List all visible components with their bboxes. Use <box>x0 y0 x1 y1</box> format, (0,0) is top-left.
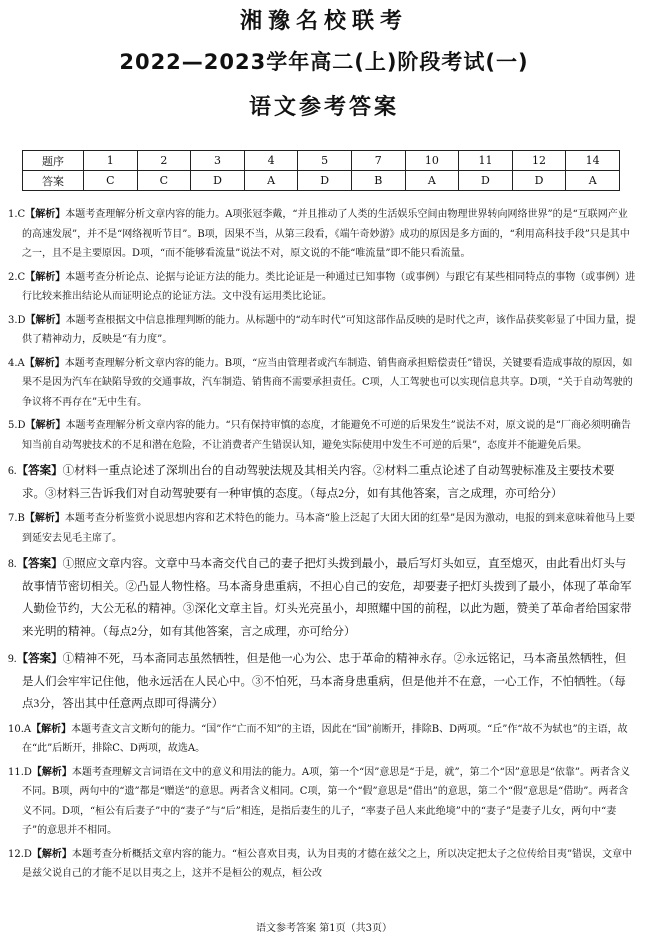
answer-explanations <box>8 205 636 888</box>
item-tag: 【解析】 <box>31 848 72 860</box>
answer-item-7 <box>8 509 636 548</box>
item-text: 本题考查分析论点、论据与论证方法的能力。类比论证是一种通过已知事物（或事例）与跟它有某些相同特点的事物（或事例）进行比较来推出结论从而证明论点的论证方法。文中没有运用类比论证。 <box>22 271 636 302</box>
answer-item-11 <box>8 763 636 841</box>
item-text: ①精神不死，马本斋同志虽然牺牲，但是他一心为公、忠于革命的精神永存。②永远铭记，马本斋虽然牺牲，但是人们会牢牢记住他，他永远活在人民心中。③不怕死，马本斋身患重病，但是他并不在意，一心工作，不怕牺牲。（每点3分，答出其中任意两点即可得满分） <box>22 653 627 710</box>
question-number: 14 <box>566 151 620 171</box>
exam-union-title: 湘豫名校联考 <box>239 9 408 34</box>
item-text: 本题考查分析鉴赏小说思想内容和艺术特色的能力。马本斋“脸上泛起了大团大团的红晕”是因为激动，电报的到来意味着他马上要到延安去见毛主席了。 <box>22 513 636 544</box>
item-tag: 【解析】 <box>25 209 66 220</box>
item-tag: 【解析】 <box>25 271 66 283</box>
item-number: 3.D <box>8 314 26 326</box>
answer-cell: B <box>351 171 405 191</box>
question-number: 7 <box>351 151 405 171</box>
item-number: 4.A <box>8 357 25 369</box>
question-number: 10 <box>405 151 459 171</box>
item-number: 2.C <box>8 271 26 283</box>
answer-item-12 <box>8 845 636 884</box>
answer-cell: C <box>84 171 138 191</box>
item-number: 1.C <box>8 209 26 220</box>
item-text: 本题考查根据文中信息推理判断的能力。从标题中的“动车时代”可知这部作品反映的是时代之声，该作品获奖彰显了中国力量，提供了精神动力，反映是“有力度”。 <box>22 314 636 345</box>
answer-cell: D <box>298 171 352 191</box>
item-tag: 【答案】 <box>16 651 63 665</box>
item-number: 8. <box>8 558 17 570</box>
page-footer: 语文参考答案 第1页（共3页） <box>256 923 392 934</box>
item-tag: 【解析】 <box>24 513 65 524</box>
question-number: 2 <box>137 151 191 171</box>
question-number-row <box>23 151 620 171</box>
answer-item-1 <box>8 205 636 264</box>
item-tag: 【答案】 <box>16 463 63 477</box>
item-number: 11.D <box>8 766 32 778</box>
answer-row <box>23 171 620 191</box>
item-number: 10.A <box>8 723 32 735</box>
item-text: 本题考查理解分析文章内容的能力。A项张冠李戴，“并且推动了人类的生活娱乐空间由物理世界转向网络世界”的是“互联网产业的高速发展”，并不是“网络视听节目”。B项，因果不当，从第三段看，《端午奇妙游》成功的原因是多方面的，“利用高科技手段”只是其中之一，且不是主要原因。D项，“而不能够看流量”说法不对，原文说的不能“唯流量”即不能只看流量。 <box>22 209 630 259</box>
item-text: ①照应文章内容。文章中马本斋交代自己的妻子把灯头拨到最小，最后写灯头如豆，直至熄灭，由此看出灯头与故事情节密切相关。②凸显人物性格。马本斋身患重病，不担心自己的安危，却要妻子把灯头拨到了最小，体现了革命军人勤俭节约，大公无私的精神。③深化文章主旨。灯头光亮虽小，却照耀中国的前程，以此为题，赞美了革命者给国家带来光明的精神。（每点2分，如有其他答案，言之成理，亦可给分） <box>22 558 632 638</box>
question-number: 3 <box>191 151 245 171</box>
answer-item-6 <box>8 459 636 505</box>
question-number: 11 <box>459 151 513 171</box>
question-number: 4 <box>244 151 298 171</box>
question-number: 12 <box>512 151 566 171</box>
answer-item-5 <box>8 416 636 455</box>
answer-cell: D <box>191 171 245 191</box>
answer-cell: A <box>566 171 620 191</box>
answer-cell: C <box>137 171 191 191</box>
answer-cell: A <box>244 171 298 191</box>
question-number: 1 <box>84 151 138 171</box>
item-number: 9. <box>8 653 17 665</box>
answer-table <box>22 150 620 191</box>
item-tag: 【解析】 <box>31 766 72 778</box>
item-text: 本题考查文言文断句的能力。“国”作“亡而不知”的主语，因此在“国”前断开，排除B、D两项。“丘”作“故不为轼也”的主语，故在“此”后断开，排除C、D两项，故选A。 <box>22 723 628 754</box>
answer-item-8 <box>8 552 636 643</box>
item-number: 6. <box>8 465 17 477</box>
answer-cell: D <box>459 171 513 191</box>
answer-item-4 <box>8 354 636 413</box>
answer-item-3 <box>8 311 636 350</box>
answer-item-2 <box>8 268 636 307</box>
item-number: 7.B <box>8 513 25 524</box>
answer-item-10 <box>8 720 636 759</box>
answer-item-9 <box>8 647 636 716</box>
item-text: ①材料一重点论述了深圳出台的自动驾驶法规及其相关内容。②材料二重点论述了自动驾驶标准及主要技术要求。③材料三告诉我们对自动驾驶要有一种审慎的态度。（每点2分，如有其他答案，言之成理，亦可给分） <box>22 465 615 500</box>
row-header: 题序 <box>23 151 84 171</box>
item-tag: 【解析】 <box>25 420 66 431</box>
document-title: 语文参考答案 <box>248 95 399 120</box>
item-text: 本题考查理解文言词语在文中的意义和用法的能力。A项，第一个“因”意思是“于是，就”，第二个“因”意思是“依靠”。两者含义不同。B项，两句中的“遗”都是“赠送”的意思。两者含义相同。C项，第一个“假”意思是“借出”的意思，第二个“假”意思是“借助”。两者含义不同。D项，“桓公有后妻子”中的“妻子”与“后”相连，是指后妻生的儿子，“率妻子邑人来此绝境”中的“妻子”是妻子儿女，两句中“妻子”的意思并不相同。 <box>22 766 631 836</box>
item-tag: 【解析】 <box>31 723 72 735</box>
item-text: 本题考查分析概括文章内容的能力。“桓公喜欢目夷，认为目夷的才德在兹父之上，所以决定把太子之位传给目夷”错误，文章中是兹父说自己的才能不足以目夷之上，这并不是桓公的观点，桓公改 <box>22 848 633 879</box>
row-header: 答案 <box>23 171 84 191</box>
exam-name-title: 2022—2023学年高二(上)阶段考试(一) <box>119 50 529 74</box>
item-number: 5.D <box>8 420 26 431</box>
question-number: 5 <box>298 151 352 171</box>
item-text: 本题考查理解分析文章内容的能力。B项，“应当由管理者或汽车制造、销售商承担赔偿责任”错误，关键要看造成事故的原因，如果不是因为汽车在缺陷导致的交通事故，汽车制造、销售商不需要承担责任。C项，人工驾驶也可以实现信息共享。D项，“关于自动驾驶的争议将不再存在”无中生有。 <box>22 357 633 408</box>
item-tag: 【解析】 <box>24 357 65 369</box>
answer-cell: D <box>512 171 566 191</box>
item-number: 12.D <box>8 848 32 860</box>
item-tag: 【解析】 <box>25 314 66 326</box>
item-text: 本题考查理解分析文章内容的能力。“只有保持审慎的态度，才能避免不可逆的后果发生”说法不对，原文说的是“厂商必须明确告知当前自动驾驶技术的不足和潜在危险，不让消费者产生错误认知，避免实际使用中发生不可逆的后果”，态度并不能避免后果。 <box>22 420 631 451</box>
answer-cell: A <box>405 171 459 191</box>
item-tag: 【答案】 <box>16 556 63 570</box>
